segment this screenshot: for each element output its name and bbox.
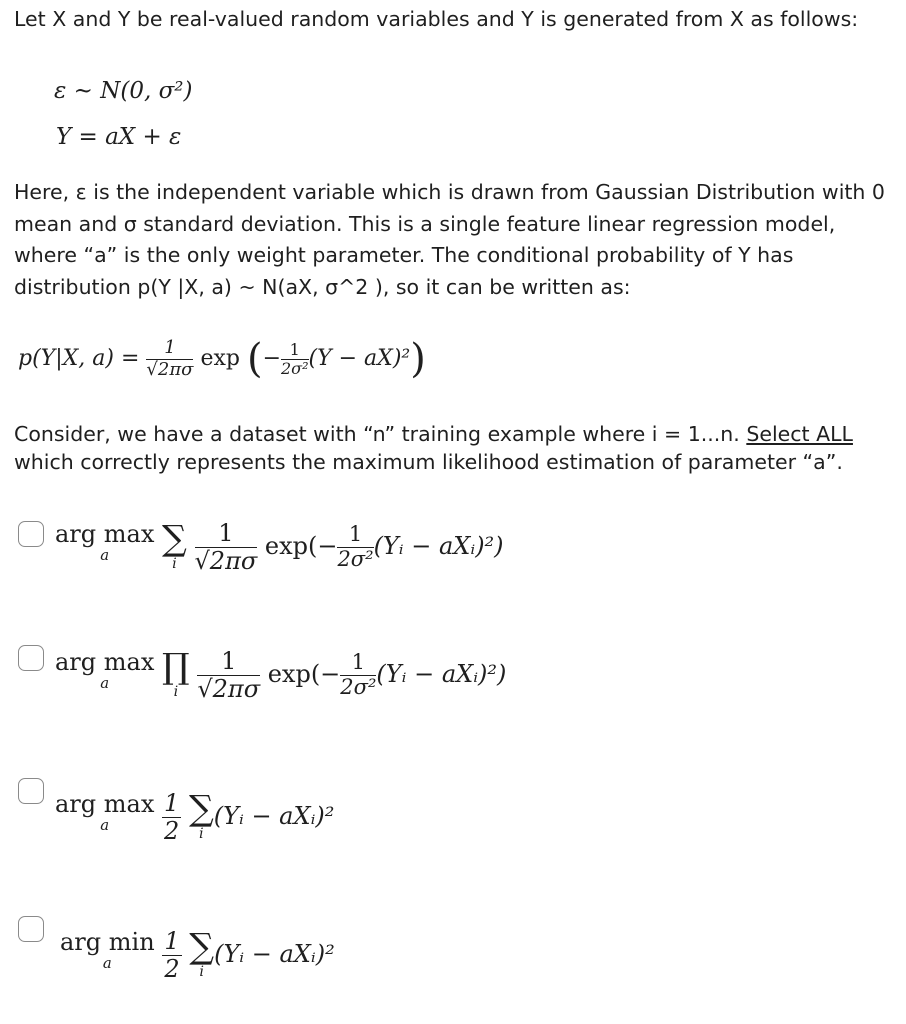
likelihood-formula: p(Y|X, a) = $\frac{1}{√2\pi\sigma}$ exp (− $\frac{1}{\text{2σ²}}$ (Y − aX)²) [18, 336, 426, 382]
option-2-operator: arg max a [55, 648, 155, 692]
option-1-formula: arg max a ∑ i $\frac{1}{√2\pi\sigma}$ exp(− $\frac{1}{\text{2σ²}}$ (Yᵢ − aXᵢ)²) [55, 519, 504, 575]
option-3-operator: arg max a [55, 790, 155, 834]
select-all-label: Select ALL [746, 422, 853, 446]
option-1-operator: arg max a [55, 520, 155, 564]
likelihood-lhs: p(Y|X, a) = [18, 346, 140, 371]
option-3-checkbox[interactable] [18, 778, 44, 804]
option-2-coefficient: $\frac{1}{√2\pi\sigma}$ [197, 647, 261, 703]
option-4-formula [60, 928, 335, 983]
option-3-sum: ∑ i [188, 789, 214, 842]
option-1-tail: (Yᵢ − aXᵢ)²) [373, 531, 504, 560]
option-2-checkbox[interactable] [18, 645, 44, 671]
right-paren: ) [410, 336, 426, 382]
option-3-coefficient: $\frac{1}{2}$ [164, 789, 180, 845]
description-line-4: distribution p(Y |X, a) ~ N(aX, σ^2 ), so it can be written as: [14, 275, 631, 299]
left-paren: ( [246, 336, 263, 382]
description-line-1: Here, ε is the independent variable which is drawn from Gaussian Distribution with 0 [14, 180, 885, 204]
option-3-formula [55, 790, 334, 845]
option-1-sum: ∑ i [162, 519, 187, 572]
option-4-sum: ∑ i [189, 927, 215, 980]
option-1-inner-fraction: $\frac{1}{\text{2σ²}}$ [337, 522, 374, 571]
likelihood-tail: (Y − aX)² [308, 346, 411, 371]
option-4-checkbox[interactable] [18, 916, 44, 942]
intro-text: Let X and Y be real-valued random variables and Y is generated from X as follows: [14, 7, 859, 31]
inner-fraction: $\frac{1}{\text{2σ²}}$ [281, 339, 309, 378]
option-4-coefficient: $\frac{1}{2}$ [164, 927, 180, 983]
option-2-product: ∏ i [162, 647, 190, 700]
option-2-formula: arg max a ∏ i $\frac{1}{√2\pi\sigma}$ exp(− $\frac{1}{\text{2σ²}}$ (Yᵢ − aXᵢ)²) [55, 647, 507, 703]
option-1-coefficient: $\frac{1}{√2\pi\sigma}$ [194, 519, 258, 575]
noise-equation: ε ~ N(0, σ²) [54, 78, 193, 104]
description-line-2: mean and σ standard deviation. This is a single feature linear regression model, [14, 212, 836, 236]
option-3-tail: (Yᵢ − aXᵢ)² [213, 801, 335, 830]
prompt-line-1: Consider, we have a dataset with “n” training example where i = 1...n. Select ALL [14, 422, 853, 446]
model-equation: Y = aX + ε [56, 124, 182, 150]
exp-label: exp [200, 346, 240, 371]
option-4-tail: (Yᵢ − aXᵢ)² [214, 939, 335, 968]
prompt-line-2: which correctly represents the maximum likelihood estimation of parameter “a”. [14, 450, 843, 474]
option-4-operator: arg min a [60, 928, 155, 972]
option-2-tail: (Yᵢ − aXᵢ)²) [376, 659, 507, 688]
likelihood-coefficient: $\frac{1}{√2\pi\sigma}$ [146, 337, 194, 380]
description-line-3: where “a” is the only weight parameter. The conditional probability of Y has [14, 243, 794, 267]
option-2-inner-fraction: $\frac{1}{\text{2σ²}}$ [340, 650, 377, 699]
option-1-checkbox[interactable] [18, 521, 44, 547]
